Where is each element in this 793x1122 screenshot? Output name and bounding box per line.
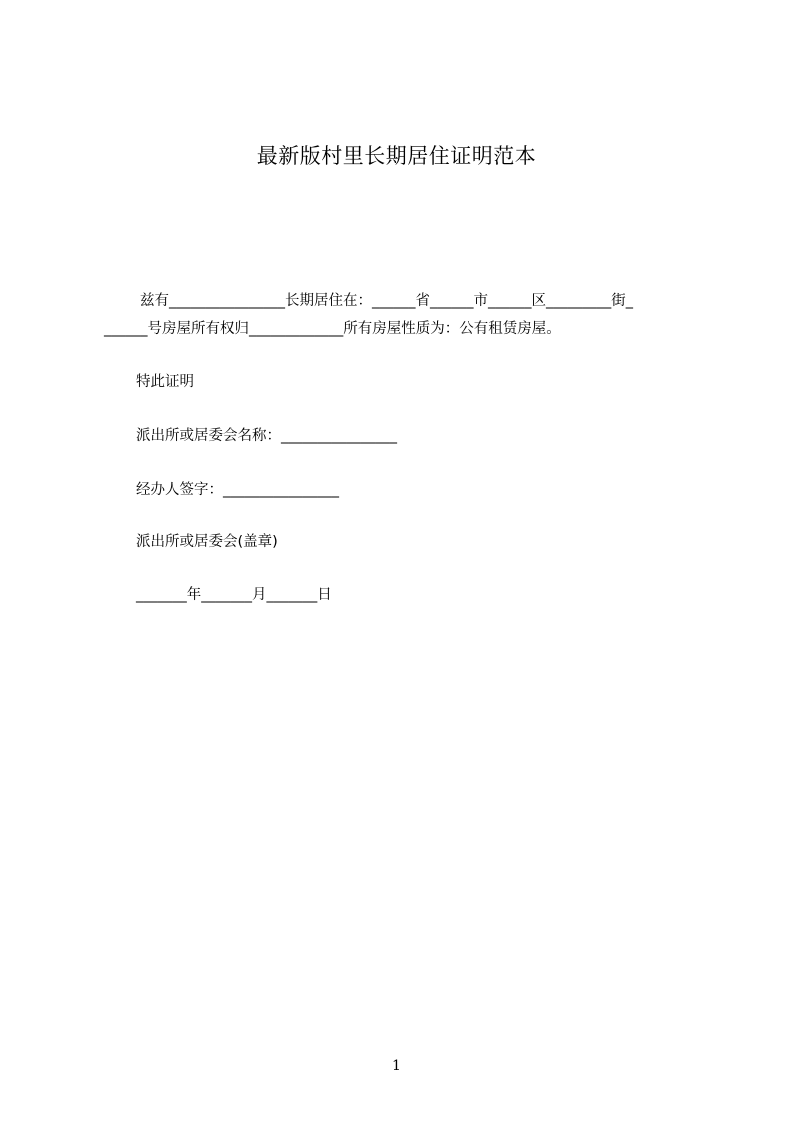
station-name-field: 派出所或居委会名称：________________ xyxy=(136,428,397,444)
page-number: 1 xyxy=(392,1058,401,1074)
handler-signature-field: 经办人签字：________________ xyxy=(136,482,339,498)
document-title: 最新版村里长期居住证明范本 xyxy=(256,144,537,168)
seal-line: 派出所或居委会(盖章) xyxy=(136,534,278,550)
special-note: 特此证明 xyxy=(136,374,194,390)
date-field: _______年_______月_______日 xyxy=(136,587,332,603)
certificate-body-line-1: 兹有________________长期居住在：______省______市______区_________街_ xyxy=(140,293,633,309)
certificate-body-line-2: ______号房屋所有权归_____________所有房屋性质为：公有租赁房屋。 xyxy=(104,321,561,337)
